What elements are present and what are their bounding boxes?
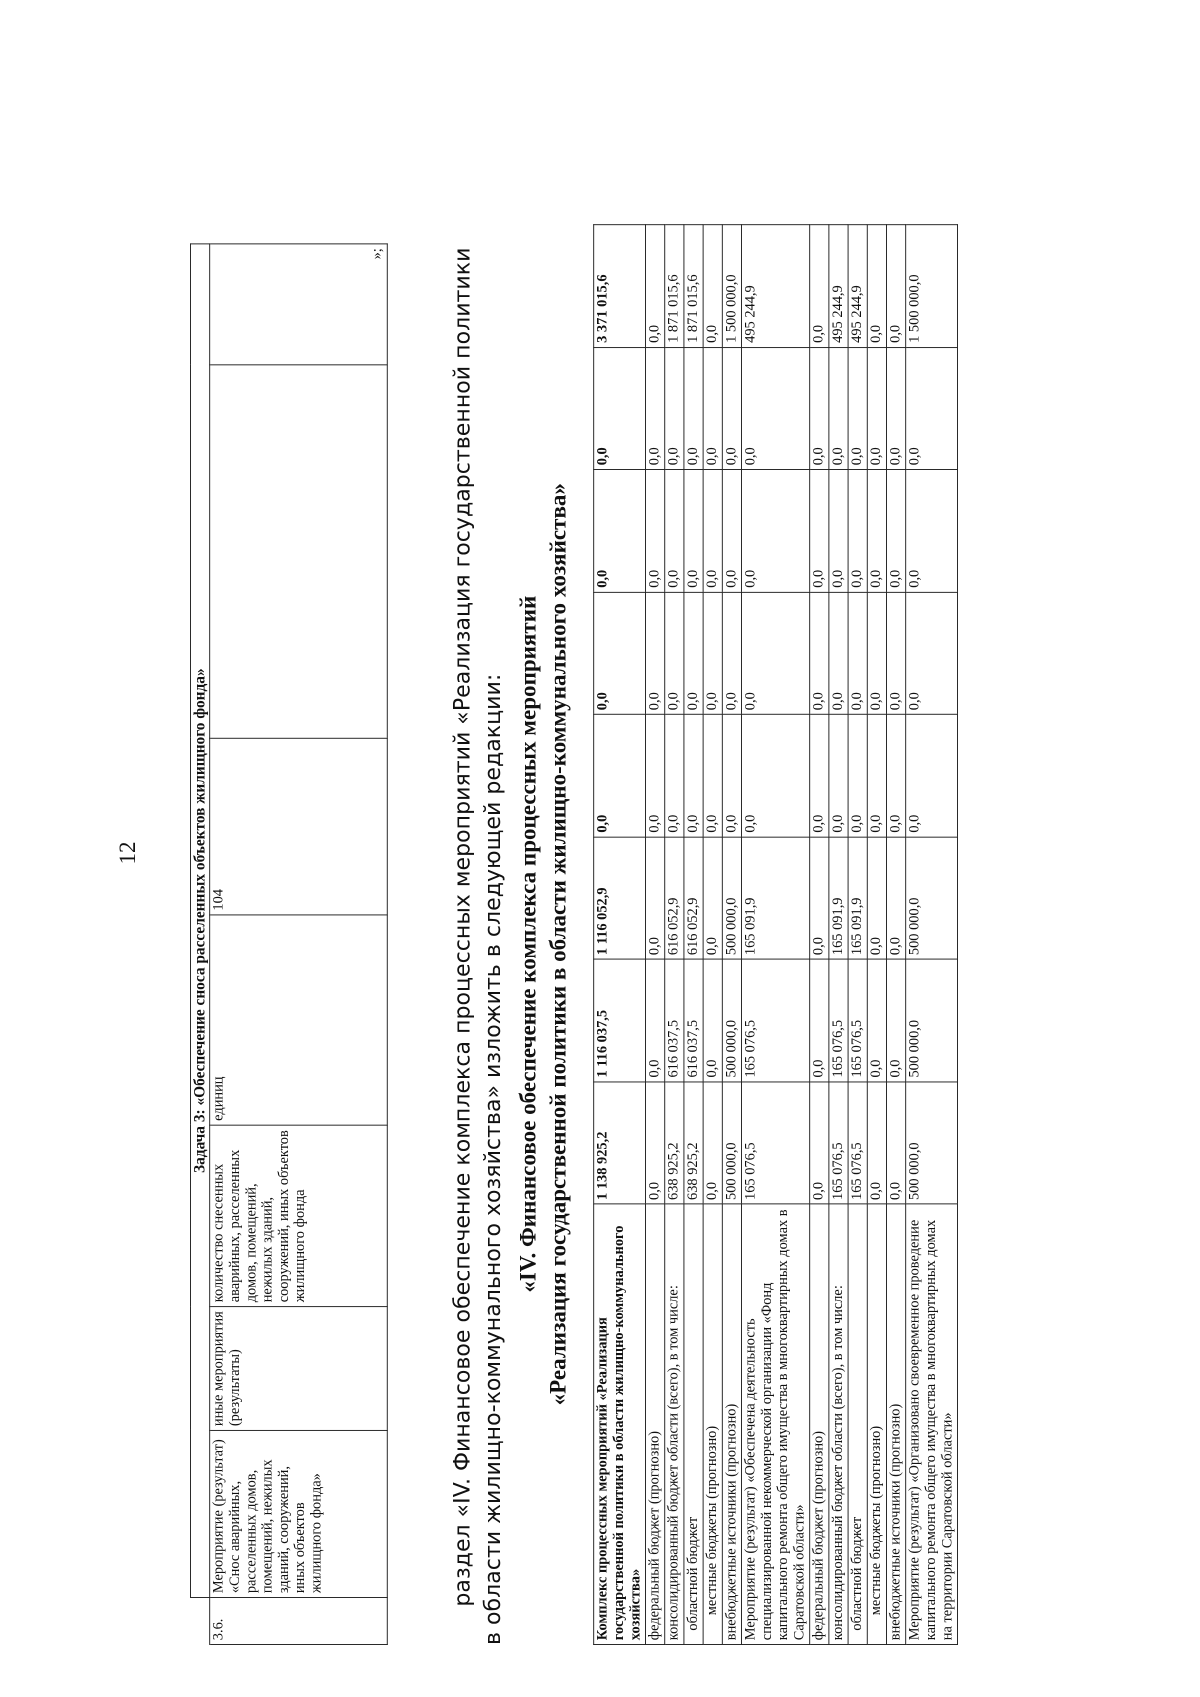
finance-value-cell: 0,0 <box>646 837 665 959</box>
finance-value-cell: 0,0 <box>646 959 665 1081</box>
finance-table-body <box>594 225 958 1645</box>
finance-value-cell: 1 500 000,0 <box>906 225 958 348</box>
finance-value-cell: 0,0 <box>810 592 829 714</box>
finance-value-cell: 165 091,9 <box>829 837 848 959</box>
finance-value-cell: 0,0 <box>646 715 665 837</box>
finance-value-cell: 616 037,5 <box>684 959 703 1081</box>
finance-value-cell: 0,0 <box>829 715 848 837</box>
finance-value-cell: 3 371 015,6 <box>594 225 646 348</box>
finance-value-cell: 0,0 <box>703 959 722 1081</box>
finance-value-cell: 0,0 <box>906 715 958 837</box>
finance-value-cell: 0,0 <box>810 347 829 469</box>
finance-row-name: областной бюджет <box>848 1204 867 1644</box>
finance-value-cell: 0,0 <box>867 959 886 1081</box>
finance-value-cell: 500 000,0 <box>906 1082 958 1204</box>
finance-value-cell: 0,0 <box>684 592 703 714</box>
row-value: 104 <box>210 738 388 915</box>
finance-value-cell: 0,0 <box>665 592 684 714</box>
finance-value-cell: 0,0 <box>810 470 829 592</box>
finance-value-cell: 0,0 <box>906 470 958 592</box>
finance-row-name: Комплекс процессных мероприятий «Реализация государственной политики в области жилищно-коммунального хозяйства» <box>594 1204 646 1644</box>
finance-value-cell: 0,0 <box>722 347 741 469</box>
finance-value-cell: 165 091,9 <box>742 837 810 959</box>
finance-row-name: местные бюджеты (прогнозно) <box>703 1204 722 1644</box>
finance-value-cell: 165 091,9 <box>848 837 867 959</box>
finance-value-cell: 0,0 <box>848 470 867 592</box>
finance-value-cell: 0,0 <box>742 592 810 714</box>
finance-row <box>703 225 722 1645</box>
finance-value-cell: 0,0 <box>742 347 810 469</box>
intro-line-1: раздел «IV. Финансовое обеспечение комплекса процессных мероприятий «Реализация государственной политики <box>450 247 476 1607</box>
finance-value-cell: 0,0 <box>867 347 886 469</box>
finance-row <box>906 225 958 1645</box>
task-header-row <box>190 244 209 1645</box>
finance-value-cell: 0,0 <box>703 592 722 714</box>
finance-value-cell: 0,0 <box>742 470 810 592</box>
finance-row <box>646 225 665 1645</box>
finance-value-cell: 0,0 <box>829 347 848 469</box>
heading-line-1: «IV. Финансовое обеспечение комплекса процессных мероприятий <box>516 595 542 1293</box>
finance-value-cell: 638 925,2 <box>665 1082 684 1204</box>
finance-value-cell: 165 076,5 <box>742 959 810 1081</box>
finance-value-cell: 0,0 <box>829 470 848 592</box>
finance-value-cell: 638 925,2 <box>684 1082 703 1204</box>
finance-value-cell: 1 871 015,6 <box>665 225 684 348</box>
finance-value-cell: 0,0 <box>848 592 867 714</box>
finance-value-cell: 616 052,9 <box>684 837 703 959</box>
finance-table <box>593 224 958 1645</box>
finance-value-cell: 0,0 <box>810 225 829 348</box>
finance-value-cell: 0,0 <box>665 347 684 469</box>
finance-value-cell: 0,0 <box>848 347 867 469</box>
finance-value-cell: 0,0 <box>906 347 958 469</box>
finance-row <box>722 225 741 1645</box>
finance-value-cell: 0,0 <box>867 1082 886 1204</box>
finance-value-cell: 500 000,0 <box>722 959 741 1081</box>
row-type: иные мероприятия (результаты) <box>210 1307 388 1431</box>
finance-value-cell: 1 138 925,2 <box>594 1082 646 1204</box>
finance-value-cell: 0,0 <box>594 592 646 714</box>
finance-value-cell: 165 076,5 <box>829 1082 848 1204</box>
finance-row-name: внебюджетные источники (прогнозно) <box>886 1204 905 1644</box>
row-number: 3.6. <box>210 1597 388 1644</box>
task-table <box>190 243 388 1645</box>
finance-row-name: федеральный бюджет (прогнозно) <box>646 1204 665 1644</box>
finance-value-cell: 0,0 <box>867 225 886 348</box>
finance-row-name: Мероприятие (результат) «Организовано своевременное проведение капитального ремонта общего имущества в многоквартирных домах на территории Саратовской области» <box>906 1204 958 1644</box>
finance-row-name: Мероприятие (результат) «Обеспечена деятельность специализированной некоммерческой организации «Фонд капитального ремонта общего имущества в многоквартирных домах в Саратовской области» <box>742 1204 810 1644</box>
finance-value-cell: 1 871 015,6 <box>684 225 703 348</box>
finance-value-cell: 616 052,9 <box>665 837 684 959</box>
finance-row <box>742 225 810 1645</box>
finance-row <box>886 225 905 1645</box>
finance-row-name: консолидированный бюджет области (всего), в том числе: <box>665 1204 684 1644</box>
finance-row-name: консолидированный бюджет области (всего), в том числе: <box>829 1204 848 1644</box>
closing-quote: »; <box>210 244 388 365</box>
finance-value-cell: 0,0 <box>886 347 905 469</box>
row-name: Мероприятие (результат) «Снос аварийных, расселенных домов, помещений, нежилых зданий, сооружений, иных объектов жилищного фонда» <box>210 1430 388 1597</box>
finance-row-name: внебюджетные источники (прогнозно) <box>722 1204 741 1644</box>
finance-value-cell: 500 000,0 <box>722 837 741 959</box>
finance-value-cell: 165 076,5 <box>829 959 848 1081</box>
finance-value-cell: 0,0 <box>906 592 958 714</box>
finance-value-cell: 0,0 <box>867 715 886 837</box>
finance-value-cell: 0,0 <box>829 592 848 714</box>
finance-value-cell: 0,0 <box>722 592 741 714</box>
row-indicator: количество снесенных аварийных, расселенных домов, помещений, нежилых зданий, сооружений, иных объектов жилищного фонда <box>210 1125 388 1306</box>
finance-value-cell: 0,0 <box>646 470 665 592</box>
finance-value-cell: 0,0 <box>810 1082 829 1204</box>
finance-value-cell: 0,0 <box>722 470 741 592</box>
finance-value-cell: 0,0 <box>646 1082 665 1204</box>
finance-value-cell: 0,0 <box>646 347 665 469</box>
finance-value-cell: 616 037,5 <box>665 959 684 1081</box>
finance-value-cell: 0,0 <box>703 715 722 837</box>
finance-row-name: федеральный бюджет (прогнозно) <box>810 1204 829 1644</box>
finance-value-cell: 0,0 <box>684 715 703 837</box>
section-heading <box>514 243 574 1645</box>
finance-value-cell: 165 076,5 <box>742 1082 810 1204</box>
finance-value-cell: 0,0 <box>594 470 646 592</box>
finance-row-name: областной бюджет <box>684 1204 703 1644</box>
finance-value-cell: 0,0 <box>684 470 703 592</box>
finance-value-cell: 0,0 <box>848 715 867 837</box>
finance-value-cell: 0,0 <box>646 592 665 714</box>
finance-value-cell: 0,0 <box>886 225 905 348</box>
finance-value-cell: 0,0 <box>810 959 829 1081</box>
finance-value-cell: 500 000,0 <box>906 837 958 959</box>
finance-value-cell: 0,0 <box>703 347 722 469</box>
finance-value-cell: 0,0 <box>703 837 722 959</box>
finance-value-cell: 0,0 <box>594 347 646 469</box>
page-number: 12 <box>115 841 140 865</box>
finance-value-cell: 0,0 <box>665 470 684 592</box>
finance-value-cell: 0,0 <box>646 225 665 348</box>
finance-value-cell: 500 000,0 <box>722 1082 741 1204</box>
task-header: Задача 3: «Обеспечение сноса расселенных объектов жилищного фонда» <box>190 244 209 1598</box>
finance-row <box>848 225 867 1645</box>
finance-value-cell: 1 500 000,0 <box>722 225 741 348</box>
finance-value-cell: 0,0 <box>665 715 684 837</box>
finance-row <box>665 225 684 1645</box>
finance-row <box>867 225 886 1645</box>
intro-line-2: в области жилищно-коммунального хозяйства» изложить в следующей редакции: <box>480 673 506 1645</box>
finance-value-cell: 0,0 <box>742 715 810 837</box>
finance-value-cell: 165 076,5 <box>848 959 867 1081</box>
finance-value-cell: 500 000,0 <box>906 959 958 1081</box>
finance-value-cell: 0,0 <box>867 592 886 714</box>
finance-value-cell: 0,0 <box>703 470 722 592</box>
finance-value-cell: 1 116 052,9 <box>594 837 646 959</box>
finance-value-cell: 0,0 <box>867 837 886 959</box>
finance-row-name: местные бюджеты (прогнозно) <box>867 1204 886 1644</box>
finance-row <box>829 225 848 1645</box>
finance-value-cell: 0,0 <box>886 837 905 959</box>
finance-row <box>810 225 829 1645</box>
finance-value-cell: 0,0 <box>886 592 905 714</box>
finance-value-cell: 0,0 <box>867 470 886 592</box>
intro-text <box>447 243 508 1645</box>
finance-value-cell: 165 076,5 <box>848 1082 867 1204</box>
finance-value-cell: 495 244,9 <box>829 225 848 348</box>
finance-value-cell: 0,0 <box>703 1082 722 1204</box>
finance-value-cell: 0,0 <box>594 715 646 837</box>
finance-value-cell: 0,0 <box>886 715 905 837</box>
heading-line-2: «Реализация государственной политики в области жилищно-коммунального хозяйства» <box>546 483 572 1406</box>
finance-value-cell: 0,0 <box>886 1082 905 1204</box>
finance-value-cell: 0,0 <box>684 347 703 469</box>
finance-value-cell: 0,0 <box>810 715 829 837</box>
task-data-row <box>210 244 388 1645</box>
finance-value-cell: 495 244,9 <box>742 225 810 348</box>
finance-value-cell: 495 244,9 <box>848 225 867 348</box>
finance-row <box>684 225 703 1645</box>
finance-row <box>594 225 646 1645</box>
finance-value-cell: 0,0 <box>703 225 722 348</box>
rotated-landscape-content <box>190 128 1150 1645</box>
finance-value-cell: 0,0 <box>886 959 905 1081</box>
row-unit: единиц <box>210 915 388 1125</box>
finance-value-cell: 1 116 037,5 <box>594 959 646 1081</box>
finance-value-cell: 0,0 <box>886 470 905 592</box>
finance-value-cell: 0,0 <box>722 715 741 837</box>
finance-value-cell: 0,0 <box>810 837 829 959</box>
